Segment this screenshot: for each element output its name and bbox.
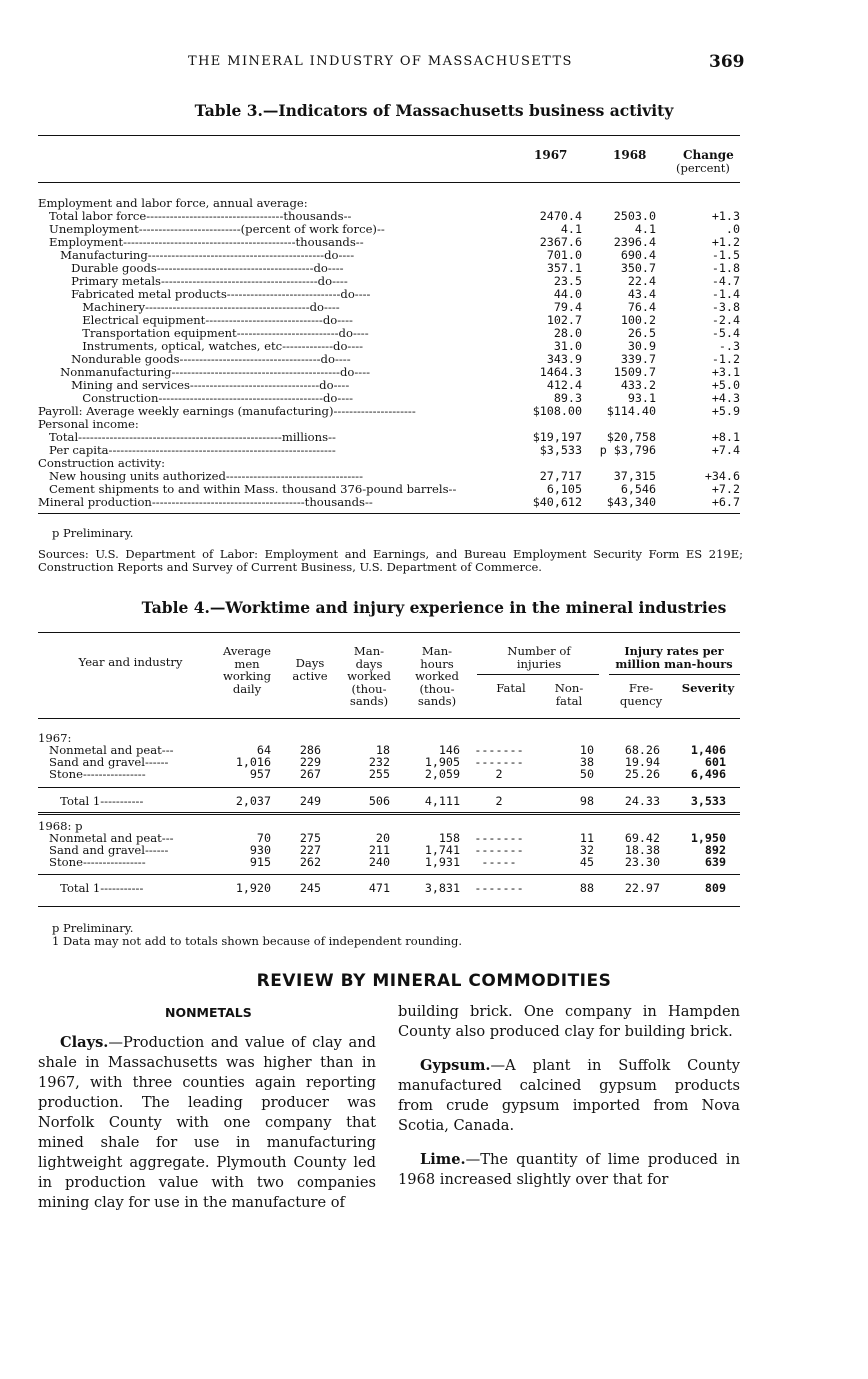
table3-row-label: Construction------------------------------------------do----: [38, 391, 354, 405]
t4-cell-days: 275: [299, 831, 321, 845]
table3-value-1967: 102.7: [546, 313, 582, 327]
table4-note-preliminary: p Preliminary.: [52, 921, 134, 935]
t4-row-label: Nonmetal and peat---: [38, 743, 174, 757]
t4-cell-sev: 6,496: [690, 767, 726, 781]
t4-row: [38, 856, 740, 868]
table3-value-1968: 6,546: [620, 482, 656, 496]
table3-value-1968: 433.2: [620, 378, 656, 392]
t4-cell-fatal: 2: [495, 767, 503, 781]
table4-top-rule: [38, 632, 740, 633]
table3-sources: Sources: U.S. Department of Labor: Employment and Earnings, and Bureau Employment Security Form ES 219E; Construction Reports and Survey of Current Business, U.S. Department of Commerce.: [38, 547, 743, 574]
t4-cell-days: 229: [299, 755, 321, 769]
table3-row-label: Payroll: Average weekly earnings (manufacturing)---------------------: [38, 404, 416, 418]
page-number: 369: [709, 52, 745, 72]
t4-cell-fatal: -------: [474, 831, 524, 845]
table3-value-1968: 26.5: [627, 326, 656, 340]
right-para-brick: building brick. One company in Hampden County also produced clay for building brick.: [398, 1003, 740, 1040]
table3-row-label: Primary metals----------------------------------------do----: [38, 274, 348, 288]
t4-cell-freq: 69.42: [624, 831, 660, 845]
t4-cell-manhours: 158: [438, 831, 460, 845]
table4-group-1968: [38, 820, 740, 868]
t4-cell-days: 267: [299, 767, 321, 781]
table3-row-label: Nondurable goods------------------------------------do----: [38, 352, 351, 366]
t4-cell-days: 262: [299, 855, 321, 869]
table3-body: [38, 197, 740, 509]
table3-row-label: Per capita----------------------------------------------------------: [38, 443, 336, 457]
t4-cell-men: 64: [256, 743, 271, 757]
table3-value-1967: 2367.6: [539, 235, 582, 249]
table3-value-1967: $108.00: [532, 404, 582, 418]
table3-col-1968: 1968: [613, 148, 647, 162]
t4-cell-days: 227: [299, 843, 321, 857]
table3-value-1968: 2396.4: [613, 235, 656, 249]
t4-cell-manhours: 1,905: [424, 755, 460, 769]
t4-cell-manhours: 1,741: [424, 843, 460, 857]
table3-value-1968: 350.7: [620, 261, 656, 275]
t4-cell-nonfatal: 88: [579, 881, 594, 895]
table3-value-1968: 93.1: [627, 391, 656, 405]
table3-row-label: Instruments, optical, watches, etc-------------do----: [38, 339, 364, 353]
t4-cell-mandays: 18: [375, 743, 390, 757]
table3-value-1968: 76.4: [627, 300, 656, 314]
t4-cell-men: 1,920: [235, 881, 271, 895]
table3-row-label: Unemployment--------------------------(percent of work force)--: [38, 222, 385, 236]
t4-cell-men: 2,037: [235, 794, 271, 808]
table3-header-rule: [38, 182, 740, 183]
t4-cell-fatal: -------: [474, 881, 524, 895]
table3-note: p Preliminary.: [52, 526, 134, 540]
t4-head-frequency: Fre- quency: [619, 681, 663, 708]
table3-row-label: Mining and services---------------------------------do----: [38, 378, 350, 392]
t4-head-severity: Severity: [681, 681, 735, 695]
t4-cell-fatal: -------: [474, 755, 524, 769]
table3-value-1967: 701.0: [546, 248, 582, 262]
t4-cell-nonfatal: 38: [579, 755, 594, 769]
review-title: REVIEW BY MINERAL COMMODITIES: [256, 971, 612, 991]
table3-value-1968: 1509.7: [613, 365, 656, 379]
t4-rates-underline: [609, 674, 740, 675]
t4-cell-nonfatal: 50: [579, 767, 594, 781]
right-column: [398, 1002, 740, 1190]
t4-row: [38, 768, 740, 780]
table3-value-change: -3.8: [711, 300, 740, 314]
table3-value-1968: 100.2: [620, 313, 656, 327]
table3-value-1968: 22.4: [627, 274, 656, 288]
t4-cell-manhours: 146: [438, 743, 460, 757]
gypsum-heading: Gypsum.: [420, 1057, 491, 1074]
table3-row-label: Cement shipments to and within Mass. thousand 376-pound barrels--: [38, 482, 457, 496]
table3-row-label: Employment--------------------------------------------thousands--: [38, 235, 364, 249]
table3-row-label: Fabricated metal products-----------------------------do----: [38, 287, 371, 301]
table3-caption: Table 3.—Indicators of Massachusetts business activity: [194, 101, 674, 120]
table3-value-1968: $114.40: [606, 404, 656, 418]
table4-total-1967: [38, 795, 740, 807]
t4-year-label: 1967:: [38, 731, 72, 745]
table3-value-change: +7.4: [711, 443, 740, 457]
t4-cell-days: 249: [299, 794, 321, 808]
table3-value-change: +5.9: [711, 404, 740, 418]
t4-injuries-underline: [477, 674, 599, 675]
t4-row-label: Nonmetal and peat---: [38, 831, 174, 845]
table4-total-1968: [38, 882, 740, 894]
table3-value-1967: 6,105: [546, 482, 582, 496]
t4-row-label: Stone----------------: [38, 855, 146, 869]
t4-cell-mandays: 506: [368, 794, 390, 808]
table3-row-label: Manufacturing---------------------------------------------do----: [38, 248, 355, 262]
t4-total-row: [38, 795, 740, 807]
table3-row-label: Transportation equipment--------------------------do----: [38, 326, 369, 340]
t4-cell-freq: 18.38: [624, 843, 660, 857]
t4-cell-freq: 19.94: [624, 755, 660, 769]
t4-head-avg-men: Average men working daily: [222, 644, 272, 696]
t4-cell-fatal: -----: [481, 855, 517, 869]
table3-value-1967: 4.1: [560, 222, 582, 236]
table3-value-1967: 1464.3: [539, 365, 582, 379]
table3-value-1967: 27,717: [539, 469, 582, 483]
table3-value-1967: 2470.4: [539, 209, 582, 223]
t4-cell-sev: 601: [704, 755, 726, 769]
t4-head-days-active: Days active: [292, 656, 328, 683]
table3-value-1967: 89.3: [553, 391, 582, 405]
table3-value-1967: 31.0: [553, 339, 582, 353]
t4-cell-freq: 24.33: [624, 794, 660, 808]
t4-cell-days: 245: [299, 881, 321, 895]
t4-head-man-days: Man- days worked (thou- sands): [347, 644, 391, 708]
table3-row: [38, 405, 740, 418]
table4-caption: Table 4.—Worktime and injury experience in the mineral industries: [141, 598, 727, 617]
t4-cell-fatal: -------: [474, 743, 524, 757]
t4-cell-mandays: 20: [375, 831, 390, 845]
t4-cell-sev: 3,533: [690, 794, 726, 808]
table3-value-1968: 43.4: [627, 287, 656, 301]
t4-row-label: Sand and gravel------: [38, 843, 169, 857]
table3-value-1967: 412.4: [546, 378, 582, 392]
table3-row-label: Nonmanufacturing-------------------------------------------do----: [38, 365, 371, 379]
t4-cell-manhours: 3,831: [424, 881, 460, 895]
t4-cell-mandays: 255: [368, 767, 390, 781]
table3-value-change: +6.7: [711, 495, 740, 509]
table4-1968-total-rule: [38, 874, 740, 875]
t4-head-injury-rates: Injury rates per million man-hours: [615, 644, 733, 671]
t4-cell-men: 70: [256, 831, 271, 845]
lime-heading: Lime.: [420, 1151, 466, 1168]
t4-cell-freq: 23.30: [624, 855, 660, 869]
t4-cell-sev: 639: [704, 855, 726, 869]
table3-value-change: +1.3: [711, 209, 740, 223]
table3-value-change: -1.4: [711, 287, 740, 301]
t4-head-nonfatal: Non- fatal: [554, 681, 584, 708]
table3-value-change: -1.2: [711, 352, 740, 366]
t4-cell-freq: 68.26: [624, 743, 660, 757]
t4-cell-men: 930: [249, 843, 271, 857]
t4-cell-sev: 1,950: [690, 831, 726, 845]
t4-cell-nonfatal: 98: [579, 794, 594, 808]
t4-cell-fatal: -------: [474, 843, 524, 857]
table3-value-change: -4.7: [711, 274, 740, 288]
table3-value-1968: p $3,796: [599, 443, 656, 457]
t4-cell-manhours: 1,931: [424, 855, 460, 869]
table3-value-1967: 357.1: [546, 261, 582, 275]
t4-cell-sev: 892: [704, 843, 726, 857]
table3-value-change: +7.2: [711, 482, 740, 496]
table3-row-label: Durable goods----------------------------------------do----: [38, 261, 344, 275]
table3-value-change: -1.5: [711, 248, 740, 262]
t4-cell-mandays: 232: [368, 755, 390, 769]
table3-value-1967: $40,612: [532, 495, 582, 509]
table3-row-label: Construction activity:: [38, 456, 166, 470]
nonmetals-subhead: NONMETALS: [165, 1005, 252, 1020]
table3-row-label: New housing units authorized-----------------------------------: [38, 469, 363, 483]
table3-row: [38, 496, 740, 509]
t4-cell-mandays: 240: [368, 855, 390, 869]
t4-cell-nonfatal: 10: [579, 743, 594, 757]
table3-value-1967: $3,533: [539, 443, 582, 457]
t4-cell-mandays: 211: [368, 843, 390, 857]
table3-value-1967: 28.0: [553, 326, 582, 340]
clays-heading: Clays.: [60, 1034, 109, 1051]
t4-cell-manhours: 2,059: [424, 767, 460, 781]
t4-cell-men: 957: [249, 767, 271, 781]
table3-value-change: -2.4: [711, 313, 740, 327]
t4-cell-nonfatal: 11: [579, 831, 594, 845]
table3-row-label: Employment and labor force, annual average:: [38, 196, 308, 210]
t4-head-man-hours: Man- hours worked (thou- sands): [415, 644, 459, 708]
table4-group-1967: [38, 732, 740, 780]
t4-head-num-injuries: Number of injuries: [507, 644, 571, 671]
table3-row-label: Total----------------------------------------------------millions--: [38, 430, 336, 444]
t4-cell-mandays: 471: [368, 881, 390, 895]
table3-col-change: Change: [683, 148, 734, 162]
t4-cell-men: 1,016: [235, 755, 271, 769]
t4-cell-sev: 809: [704, 881, 726, 895]
table3-value-1968: $43,340: [606, 495, 656, 509]
table3-value-1968: 690.4: [620, 248, 656, 262]
t4-total-row: [38, 882, 740, 894]
table3-value-1967: 343.9: [546, 352, 582, 366]
t4-head-year-industry: Year and industry: [78, 655, 183, 669]
t4-head-fatal: Fatal: [496, 681, 526, 695]
t4-cell-fatal: 2: [495, 794, 503, 808]
running-head-title: THE MINERAL INDUSTRY OF MASSACHUSETTS: [188, 54, 573, 69]
t4-row-label: Total 1-----------: [38, 881, 144, 895]
table3-value-1967: 79.4: [553, 300, 582, 314]
table3-row-label: Personal income:: [38, 417, 139, 431]
table3-col-change-sub: (percent): [676, 161, 730, 175]
table3-value-1967: 23.5: [553, 274, 582, 288]
table3-value-change: -5.4: [711, 326, 740, 340]
table3-value-change: -1.8: [711, 261, 740, 275]
table3-value-1968: 37,315: [613, 469, 656, 483]
table3-row-label: Mineral production---------------------------------------thousands--: [38, 495, 373, 509]
gypsum-text: —A plant in Suffolk County manufactured calcined gypsum products from crude gypsum imported from Nova Scotia, Canada.: [398, 1057, 740, 1134]
table3-value-1968: 4.1: [634, 222, 656, 236]
table3-row-label: Total labor force-----------------------------------thousands--: [38, 209, 352, 223]
table3-value-change: +8.1: [711, 430, 740, 444]
table3-value-1968: $20,758: [606, 430, 656, 444]
t4-year-label: 1968: p: [38, 819, 83, 833]
table3-value-1968: 2503.0: [613, 209, 656, 223]
table4-note-rounding: 1 Data may not add to totals shown because of independent rounding.: [52, 934, 462, 948]
t4-row-label: Total 1-----------: [38, 794, 144, 808]
left-column: [38, 1033, 376, 1213]
lime-text: —The quantity of lime produced in 1968 increased slightly over that for: [398, 1151, 740, 1188]
table3-value-1968: 339.7: [620, 352, 656, 366]
table3-value-change: +34.6: [704, 469, 740, 483]
t4-cell-nonfatal: 45: [579, 855, 594, 869]
table3-row-label: Electrical equipment------------------------------do----: [38, 313, 353, 327]
table3-row-label: Machinery------------------------------------------do----: [38, 300, 340, 314]
table4-header-rule: [38, 718, 740, 719]
t4-cell-freq: 25.26: [624, 767, 660, 781]
table3-value-change: +4.3: [711, 391, 740, 405]
table3-value-change: -.3: [718, 339, 740, 353]
table4-mid-double-rule: [38, 812, 740, 815]
t4-cell-manhours: 4,111: [424, 794, 460, 808]
table3-value-1968: 30.9: [627, 339, 656, 353]
table3-col-1967: 1967: [534, 148, 568, 162]
table3-value-change: +3.1: [711, 365, 740, 379]
t4-cell-nonfatal: 32: [579, 843, 594, 857]
t4-cell-days: 286: [299, 743, 321, 757]
t4-cell-men: 915: [249, 855, 271, 869]
table3-value-change: +5.0: [711, 378, 740, 392]
table4-1967-total-rule: [38, 787, 740, 788]
table3-value-change: .0: [725, 222, 740, 236]
t4-row-label: Sand and gravel------: [38, 755, 169, 769]
table3-bottom-rule: [38, 513, 740, 514]
table3-value-1967: $19,197: [532, 430, 582, 444]
t4-row-label: Stone----------------: [38, 767, 146, 781]
table4-bottom-rule: [38, 906, 740, 907]
table3-value-change: +1.2: [711, 235, 740, 249]
t4-cell-sev: 1,406: [690, 743, 726, 757]
t4-cell-freq: 22.97: [624, 881, 660, 895]
table3-top-rule: [38, 135, 740, 136]
table3-value-1967: 44.0: [553, 287, 582, 301]
clays-text: —Production and value of clay and shale in Massachusetts was higher than in 1967, with three counties again reporting production. The leading producer was Norfolk County with one company that mined shale for use in manufacturing lightweight aggregate. Plymouth County led in production value with two companies mining clay for use in the manufacture of: [38, 1034, 376, 1211]
